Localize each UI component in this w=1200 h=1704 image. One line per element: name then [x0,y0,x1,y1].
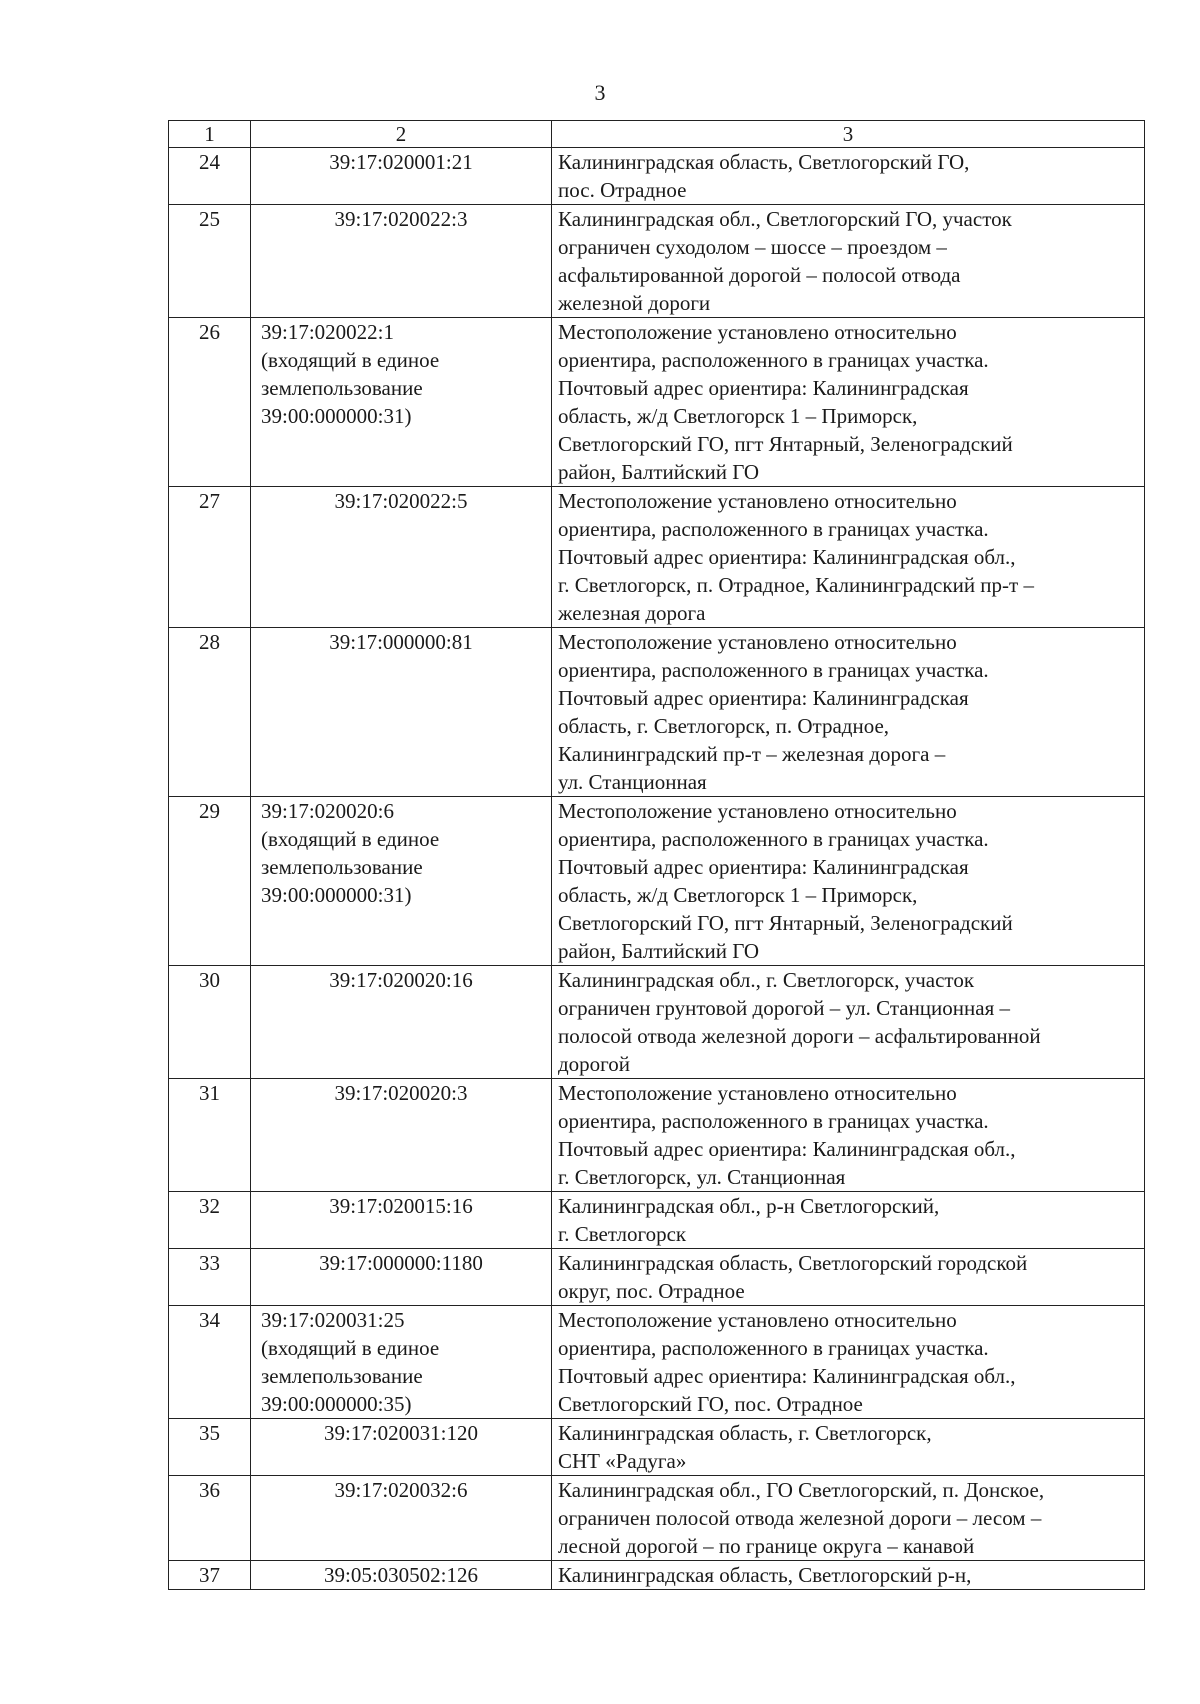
address-cell [552,966,1145,1079]
table-row [169,797,1145,966]
address-line: Светлогорский ГО, пгт Янтарный, Зеленоградский [558,911,1013,935]
land-plots-table [168,120,1145,1590]
address-cell [552,487,1145,628]
address-line: Калининградская обл., г. Светлогорск, участок [558,968,975,992]
address-cell [552,148,1145,205]
cadastral-number-line: (входящий в единое [261,827,440,851]
table-row [169,1476,1145,1561]
address-line: ориентира, расположенного в границах участка. [558,517,989,541]
address-cell [552,1192,1145,1249]
cadastral-number-cell [251,1079,552,1192]
address-line: Почтовый адрес ориентира: Калининградская [558,376,969,400]
table-row [169,1419,1145,1476]
address-line: пос. Отрадное [558,178,687,202]
address-line: железной дороги [558,291,711,315]
address-cell [552,1079,1145,1192]
address-cell [552,1476,1145,1561]
header-col-1: 1 [169,121,251,148]
row-number: 24 [169,148,251,205]
page-number: 3 [594,80,606,105]
address-line: ориентира, расположенного в границах участка. [558,1336,989,1360]
address-line: Почтовый адрес ориентира: Калининградская [558,855,969,879]
address-line: дорогой [558,1052,631,1076]
address-line: ориентира, расположенного в границах участка. [558,348,989,372]
cadastral-number-cell [251,1419,552,1476]
address-line: лесной дорогой – по границе округа – канавой [558,1534,975,1558]
address-line: район, Балтийский ГО [558,939,760,963]
cadastral-number-cell [251,1249,552,1306]
address-line: Калининградская обл., Светлогорский ГО, участок [558,207,1012,231]
address-line: Местоположение установлено относительно [558,630,957,654]
row-number: 29 [169,797,251,966]
row-number: 28 [169,628,251,797]
cadastral-number-cell [251,1306,552,1419]
address-line: асфальтированной дорогой – полосой отвода [558,263,961,287]
address-cell [552,797,1145,966]
table-row [169,487,1145,628]
address-line: Почтовый адрес ориентира: Калининградская обл., [558,545,1016,569]
address-line: Почтовый адрес ориентира: Калининградская обл., [558,1364,1016,1388]
address-line: Калининградская обл., р-н Светлогорский, [558,1194,940,1218]
cadastral-number-line: землепользование [261,1364,423,1388]
address-line: г. Светлогорск, п. Отрадное, Калининградский пр-т – [558,573,1034,597]
address-cell [552,1419,1145,1476]
address-line: область, ж/д Светлогорск 1 – Приморск, [558,883,918,907]
address-line: г. Светлогорск [558,1222,687,1246]
address-line: округ, пос. Отрадное [558,1279,745,1303]
cadastral-number-line: 39:17:020022:1 [261,320,395,344]
header-col-3: 3 [552,121,1145,148]
address-line: ориентира, расположенного в границах участка. [558,827,989,851]
address-line: область, ж/д Светлогорск 1 – Приморск, [558,404,918,428]
row-number: 32 [169,1192,251,1249]
address-line: г. Светлогорск, ул. Станционная [558,1165,846,1189]
address-line: Местоположение установлено относительно [558,799,957,823]
row-number: 33 [169,1249,251,1306]
cadastral-number-cell [251,797,552,966]
address-line: Калининградская область, Светлогорский р-н, [558,1563,972,1587]
cadastral-number-line: 39:17:020015:16 [329,1194,473,1218]
address-line: Калининградский пр-т – железная дорога – [558,742,946,766]
address-line: Местоположение установлено относительно [558,489,957,513]
address-line: ограничен грунтовой дорогой – ул. Станционная – [558,996,1010,1020]
cadastral-number-line: 39:17:020032:6 [334,1478,468,1502]
address-cell [552,1561,1145,1590]
address-line: Почтовый адрес ориентира: Калининградская обл., [558,1137,1016,1161]
address-line: Калининградская обл., ГО Светлогорский, п. Донское, [558,1478,1045,1502]
address-line: ориентира, расположенного в границах участка. [558,658,989,682]
cadastral-number-line: 39:00:000000:35) [261,1392,412,1416]
address-cell [552,1306,1145,1419]
address-line: полосой отвода железной дороги – асфальтированной [558,1024,1041,1048]
address-line: Калининградская область, г. Светлогорск, [558,1421,932,1445]
cadastral-number-line: 39:17:020020:6 [261,799,395,823]
address-line: Светлогорский ГО, пгт Янтарный, Зеленоградский [558,432,1013,456]
address-line: ограничен суходолом – шоссе – проездом – [558,235,947,259]
cadastral-number-cell [251,628,552,797]
address-line: Почтовый адрес ориентира: Калининградская [558,686,969,710]
cadastral-number-line: 39:17:020022:5 [334,489,468,513]
table-row [169,1306,1145,1419]
address-line: Местоположение установлено относительно [558,1308,957,1332]
address-cell [552,628,1145,797]
row-number: 30 [169,966,251,1079]
table-row [169,628,1145,797]
table-row [169,205,1145,318]
row-number: 36 [169,1476,251,1561]
address-line: Местоположение установлено относительно [558,1081,957,1105]
row-number: 31 [169,1079,251,1192]
header-col-2: 2 [251,121,552,148]
table-row [169,1561,1145,1590]
cadastral-number-line: 39:17:000000:1180 [319,1251,483,1275]
cadastral-number-line: (входящий в единое [261,348,440,372]
table-body [169,148,1145,1590]
address-line: ограничен полосой отвода железной дороги – лесом – [558,1506,1042,1530]
cadastral-number-line: 39:17:020031:25 [261,1308,405,1332]
address-line: Калининградская область, Светлогорский городской [558,1251,1028,1275]
cadastral-number-line: землепользование [261,855,423,879]
cadastral-number-cell [251,966,552,1079]
address-line: Местоположение установлено относительно [558,320,957,344]
address-line: ориентира, расположенного в границах участка. [558,1109,989,1133]
cadastral-number-cell [251,318,552,487]
cadastral-number-cell [251,148,552,205]
cadastral-number-line: 39:00:000000:31) [261,404,412,428]
table-row [169,148,1145,205]
cadastral-number-line: 39:17:020022:3 [334,207,468,231]
cadastral-number-cell [251,1561,552,1590]
cadastral-number-cell [251,205,552,318]
row-number: 25 [169,205,251,318]
address-line: железная дорога [558,601,706,625]
cadastral-number-cell [251,1192,552,1249]
table-row [169,1249,1145,1306]
address-line: ул. Станционная [558,770,707,794]
cadastral-number-line: 39:17:020020:3 [334,1081,468,1105]
cadastral-number-line: 39:17:000000:81 [329,630,473,654]
address-line: область, г. Светлогорск, п. Отрадное, [558,714,890,738]
table-row [169,318,1145,487]
address-line: район, Балтийский ГО [558,460,760,484]
table-row [169,966,1145,1079]
row-number: 26 [169,318,251,487]
cadastral-number-line: землепользование [261,376,423,400]
cadastral-number-line: 39:05:030502:126 [323,1563,478,1587]
cadastral-number-cell [251,487,552,628]
row-number: 27 [169,487,251,628]
address-cell [552,205,1145,318]
address-cell [552,318,1145,487]
address-line: СНТ «Радуга» [558,1449,687,1473]
row-number: 34 [169,1306,251,1419]
table-row [169,1192,1145,1249]
row-number: 35 [169,1419,251,1476]
address-line: Светлогорский ГО, пос. Отрадное [558,1392,863,1416]
row-number: 37 [169,1561,251,1590]
table-row [169,1079,1145,1192]
cadastral-number-cell [251,1476,552,1561]
cadastral-number-line: 39:17:020001:21 [329,150,473,174]
cadastral-number-line: 39:17:020031:120 [323,1421,478,1445]
table-header-row [169,121,1145,148]
cadastral-number-line: 39:00:000000:31) [261,883,412,907]
cadastral-number-line: (входящий в единое [261,1336,440,1360]
cadastral-number-line: 39:17:020020:16 [329,968,473,992]
address-cell [552,1249,1145,1306]
address-line: Калининградская область, Светлогорский ГО, [558,150,970,174]
